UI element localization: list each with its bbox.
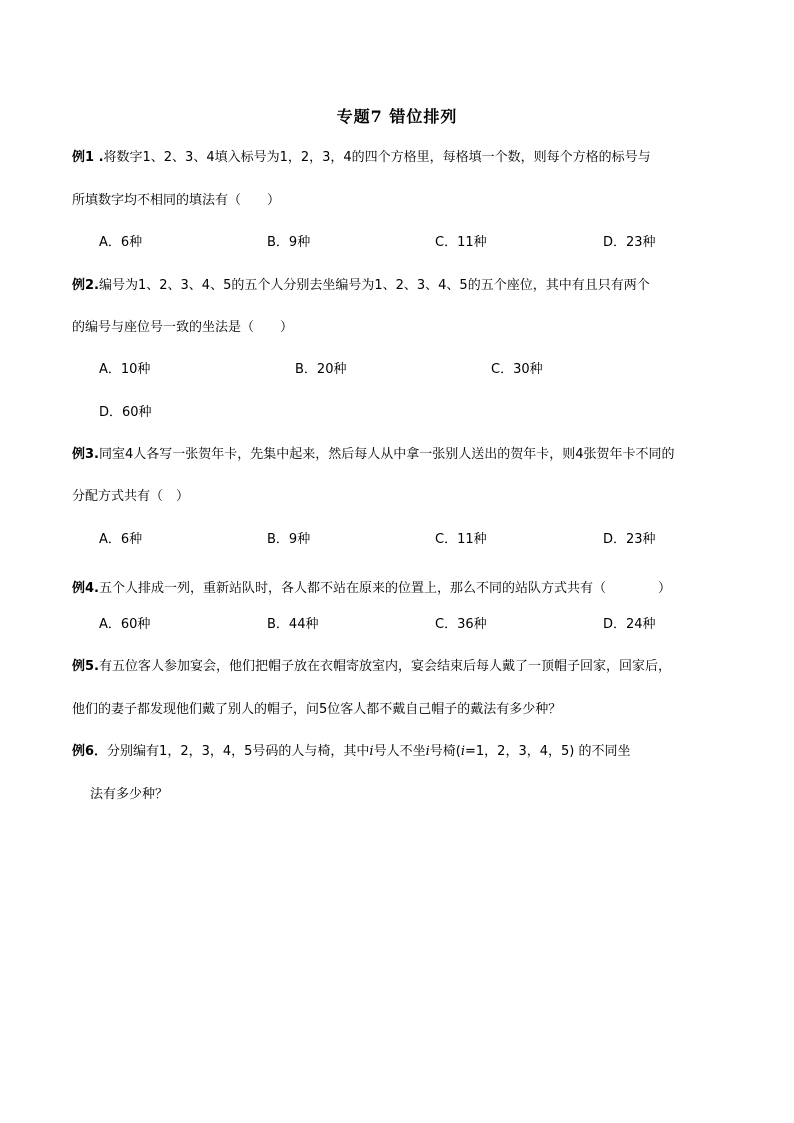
- q4-label: 例4.: [72, 581, 99, 596]
- q4-line1: [72, 579, 671, 599]
- q1-line1: [72, 148, 651, 168]
- q4-text-line1: 五个人排成一列，重新站队时，各人都不站在原来的位置上，那么不同的站队方式共有（ ）: [98, 581, 671, 596]
- q2-text-line1: 编号为1、2、3、4、5的五个人分别去坐编号为1、2、3、4、5的五个座位，其中有且只有两个: [98, 278, 650, 293]
- q5-label: 例5.: [72, 659, 99, 674]
- q3-line1: [72, 445, 675, 465]
- q3-option-c: C．11种: [435, 532, 487, 547]
- q6-text-part1: 分别编有1，2，3，4，5号码的人与椅，其中: [107, 744, 370, 759]
- q1-option-d: D．23种: [603, 235, 656, 250]
- q3-label: 例3.: [72, 447, 99, 462]
- q2-line1: [72, 276, 650, 296]
- q1-option-c: C．11种: [435, 235, 487, 250]
- q2-option-b: B．20种: [295, 362, 347, 377]
- q6-label: 例6．: [72, 744, 108, 759]
- q3-text-line1: 同室4人各写一张贺年卡，先集中起来，然后每人从中拿一张别人送出的贺年卡，则4张贺年卡不同的: [98, 447, 675, 462]
- q3-option-b: B．9种: [267, 532, 311, 547]
- q5-text-line2: 他们的妻子都发现他们戴了别人的帽子，问5位客人都不戴自己帽子的戴法有多少种？: [72, 702, 562, 717]
- q6-var-i-1: i: [369, 744, 374, 759]
- q4-option-c: C．36种: [435, 617, 487, 632]
- q6-text-part2: 号人不坐: [373, 744, 426, 759]
- q6-text-part4: =1，2，3，4，5) 的不同坐: [465, 744, 631, 759]
- q1-label: 例1 .: [72, 150, 104, 165]
- q2-text-line2: 的编号与座位号一致的坐法是（ ）: [72, 320, 294, 335]
- q6-var-i-2: i: [425, 744, 430, 759]
- q4-option-d: D．24种: [603, 617, 656, 632]
- q2-label: 例2.: [72, 278, 99, 293]
- q6-var-i-3: i: [460, 744, 466, 759]
- q1-option-b: B．9种: [267, 235, 311, 250]
- q2-option-d: D．60种: [99, 405, 152, 420]
- q1-option-a: A．6种: [99, 235, 143, 250]
- page-title: 专题7 错位排列: [336, 107, 458, 126]
- q1-text-line2: 所填数字均不相同的填法有（ ）: [72, 193, 281, 208]
- q4-option-b: B．44种: [267, 617, 319, 632]
- q6-text-line2: 法有多少种？: [90, 787, 169, 802]
- q6-text-part3: 号椅(: [429, 744, 461, 759]
- q1-text-line1: 将数字1、2、3、4填入标号为1，2，3，4的四个方格里，每格填一个数，则每个方格的标号与: [103, 150, 651, 165]
- q4-option-a: A．60种: [99, 617, 151, 632]
- q5-text-line1: 有五位客人参加宴会，他们把帽子放在衣帽寄放室内，宴会结束后每人戴了一顶帽子回家，回家后，: [98, 659, 671, 674]
- q2-option-a: A．10种: [99, 362, 151, 377]
- q6-line1: [72, 742, 630, 762]
- q3-option-a: A．6种: [99, 532, 143, 547]
- q3-text-line2: 分配方式共有（ ）: [72, 489, 190, 504]
- q5-line1: [72, 657, 671, 677]
- q2-option-c: C．30种: [491, 362, 543, 377]
- q3-option-d: D．23种: [603, 532, 656, 547]
